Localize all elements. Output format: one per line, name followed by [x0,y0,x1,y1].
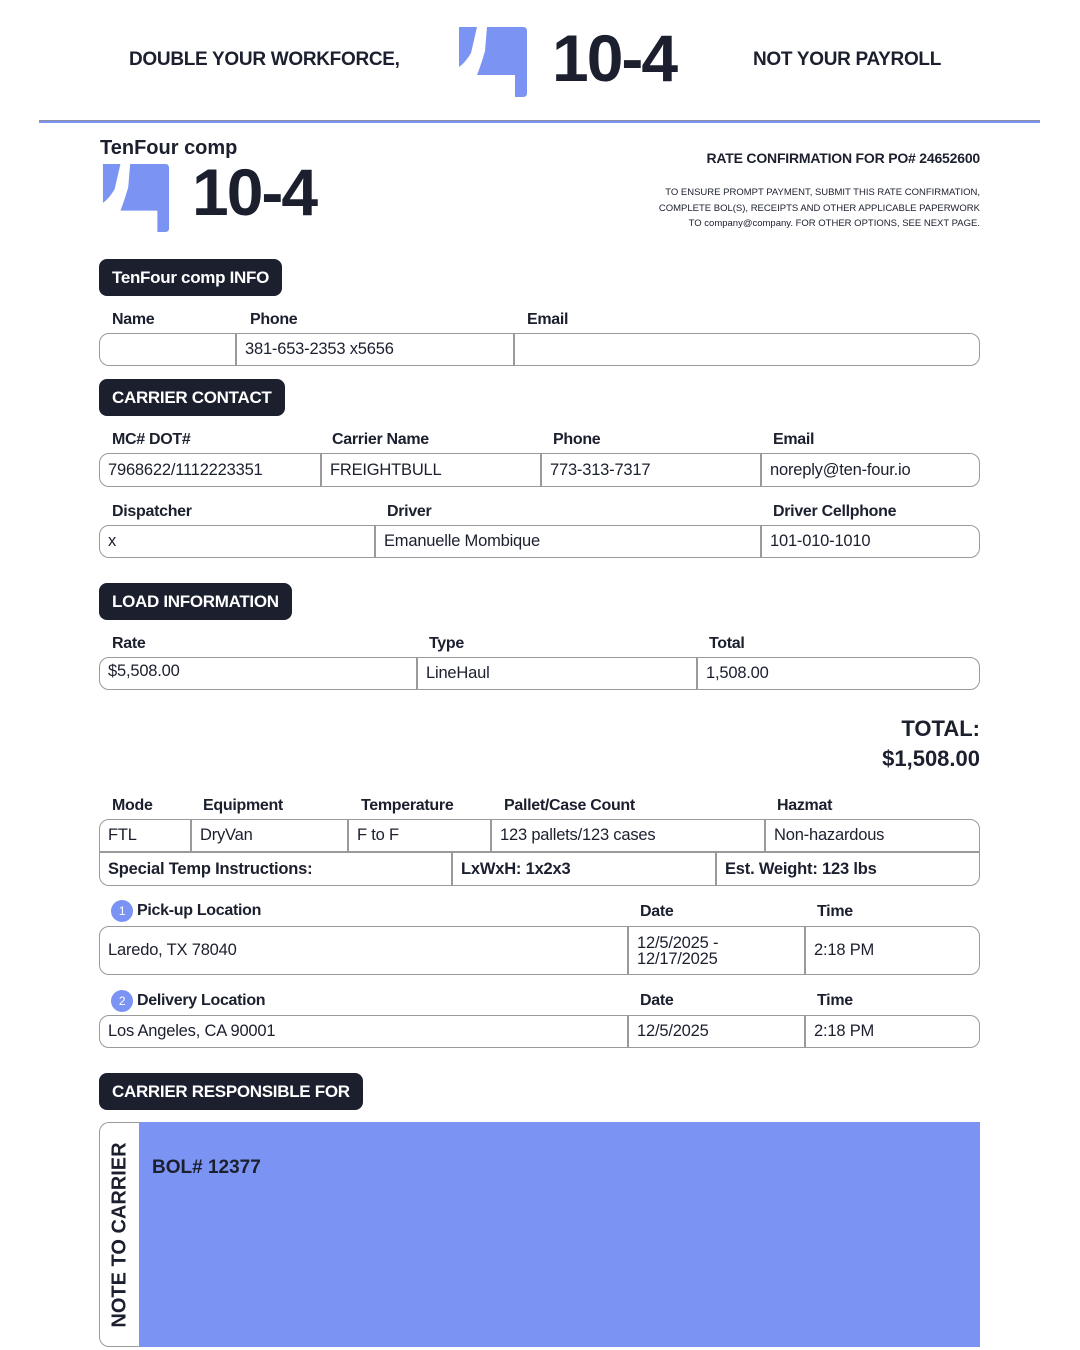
submission-instructions [659,185,980,232]
note-to-carrier-box [99,1122,980,1347]
slogan-right: NOT YOUR PAYROLL [753,49,942,70]
grand-total [882,714,980,774]
mode-field[interactable]: FTL [100,820,192,851]
pickup-time-field[interactable]: 2:18 PM [814,941,875,959]
driver-row [99,525,980,558]
carrier-email-field[interactable]: noreply@ten-four.io [770,460,911,479]
shipment-table [99,819,980,886]
special-temp-instructions[interactable]: Special Temp Instructions: [100,853,453,885]
pickup-heading [111,900,261,922]
company-name: TenFour comp [100,137,238,159]
label-dispatcher: Dispatcher [112,503,192,520]
section-carrier-responsible: CARRIER RESPONSIBLE FOR [99,1073,363,1110]
carrier-name-field[interactable]: FREIGHTBULL [322,454,542,486]
type-field[interactable]: LineHaul [418,658,698,689]
dispatcher-field[interactable]: x [100,526,376,557]
label-driver-cellphone: Driver Cellphone [773,503,897,520]
rate-field[interactable]: $5,508.00 [100,658,418,689]
weight-field[interactable]: Est. Weight: 123 lbs [725,859,877,878]
company-info-row [99,333,980,366]
pickup-label: Pick-up Location [137,902,262,920]
label-carrier-phone: Phone [553,431,601,448]
header-divider [39,120,1040,123]
delivery-row [99,1015,980,1048]
section-carrier-contact: CARRIER CONTACT [99,379,285,416]
pickup-date-field[interactable] [629,927,806,974]
instruction-line: COMPLETE BOL(S), RECEIPTS AND OTHER APPLICABLE PAPERWORK [658,202,980,214]
section-load-information: LOAD INFORMATION [99,583,292,620]
label-equipment: Equipment [203,797,283,814]
instruction-line: TO ENSURE PROMPT PAYMENT, SUBMIT THIS RATE CONFIRMATION, [665,187,980,198]
hazmat-field[interactable]: Non-hazardous [774,826,885,844]
stop-number-badge: 2 [111,990,133,1012]
label-email: Email [527,311,569,328]
logo-mark-icon [457,25,529,97]
dimensions-field[interactable]: LxWxH: 1x2x3 [453,853,717,885]
carrier-contact-row [99,453,980,487]
label-name: Name [112,311,155,328]
driver-field[interactable]: Emanuelle Mombique [376,526,762,557]
label-mc-dot: MC# DOT# [112,431,191,448]
delivery-location-field[interactable]: Los Angeles, CA 90001 [100,1016,629,1047]
equipment-field[interactable]: DryVan [192,820,349,851]
label-driver: Driver [387,503,432,520]
pickup-date-end: 12/17/2025 [637,949,718,968]
note-side-label [99,1122,139,1347]
label-pallet-count: Pallet/Case Count [504,797,635,814]
company-logo [100,155,360,234]
company-logo-text: 10-4 [192,155,317,229]
grand-total-label: TOTAL: [901,716,980,741]
logo-mark-icon [100,162,172,232]
label-delivery-date: Date [640,992,674,1009]
temperature-field[interactable]: F to F [349,820,492,851]
delivery-heading [111,990,265,1012]
section-company-info: TenFour comp INFO [99,259,282,296]
load-info-row [99,657,980,690]
stop-number-badge: 1 [111,900,133,922]
label-pickup-date: Date [640,903,674,920]
banner-logo [457,21,717,100]
slogan-left: DOUBLE YOUR WORKFORCE, [129,49,400,70]
banner-logo-text: 10-4 [552,21,677,95]
rate-confirmation-title: RATE CONFIRMATION FOR PO# 24652600 [706,150,980,166]
note-to-carrier-body[interactable] [139,1122,980,1347]
pickup-row [99,926,980,975]
company-email-field[interactable] [515,334,979,365]
label-carrier-email: Email [773,431,815,448]
mc-dot-field[interactable]: 7968622/1112223351 [100,454,322,486]
label-rate: Rate [112,635,146,652]
banner [0,0,1080,122]
pallet-count-field[interactable]: 123 pallets/123 cases [492,820,766,851]
company-phone-field[interactable]: 381-653-2353 x5656 [237,334,515,365]
pickup-location-field[interactable]: Laredo, TX 78040 [100,927,629,974]
label-carrier-name: Carrier Name [332,431,429,448]
delivery-label: Delivery Location [137,992,266,1010]
label-temperature: Temperature [361,797,454,814]
label-phone: Phone [250,311,298,328]
pickup-date-start: 12/5/2025 - [637,933,719,952]
label-mode: Mode [112,797,153,814]
delivery-time-field[interactable]: 2:18 PM [814,1022,875,1040]
instruction-line: TO company@company. FOR OTHER OPTIONS, SEE NEXT PAGE. [688,218,980,229]
bol-number: BOL# 12377 [152,1157,261,1178]
company-name-field[interactable] [100,334,237,365]
label-pickup-time: Time [817,903,853,920]
shipment-row [100,820,979,853]
label-total: Total [709,635,745,652]
note-to-carrier-label: NOTE TO CARRIER [108,1141,130,1328]
delivery-date-field[interactable]: 12/5/2025 [629,1016,806,1047]
grand-total-value: $1,508.00 [882,746,980,771]
driver-cellphone-field[interactable]: 101-010-1010 [770,532,871,550]
carrier-phone-field[interactable]: 773-313-7317 [542,454,762,486]
label-delivery-time: Time [817,992,853,1009]
label-hazmat: Hazmat [777,797,833,814]
label-type: Type [429,635,464,652]
total-field[interactable]: 1,508.00 [706,664,769,682]
shipment-extra-row [100,853,979,885]
